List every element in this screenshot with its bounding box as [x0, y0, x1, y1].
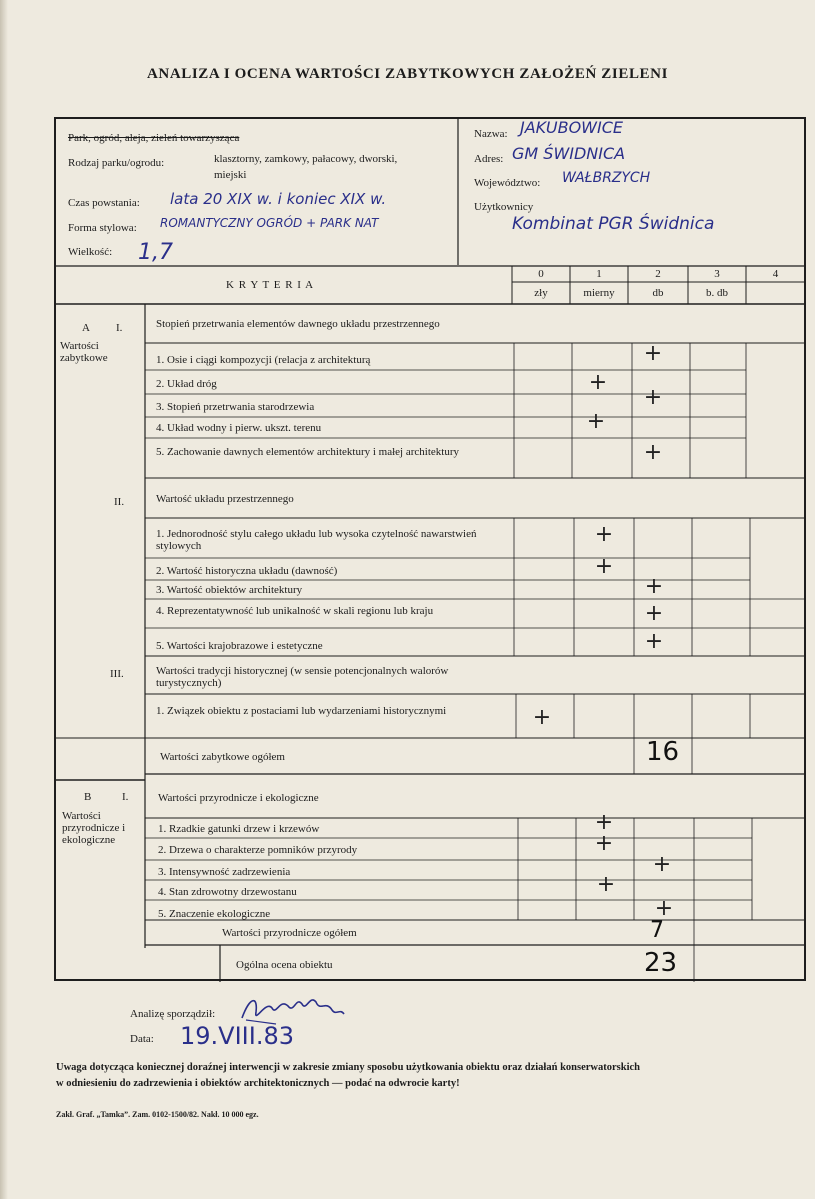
przyrodnicze-total-value: 7 [650, 918, 664, 943]
section-a-roman: I. [116, 322, 123, 334]
section-a-name: Wartości zabytkowe [60, 340, 108, 364]
przyrodnicze-total-label: Wartości przyrodnicze ogółem [222, 927, 357, 939]
form-title: ANALIZA I OCENA WARTOŚCI ZABYTKOWYCH ZAŁOŻEŃ ZIELENI [146, 66, 669, 82]
group3-roman: III. [110, 668, 124, 680]
uzytkownicy-label: Użytkownicy [474, 201, 534, 213]
group1-item-5-mark: + [643, 440, 663, 465]
czas-value: lata 20 XIX w. i koniec XIX w. [170, 190, 387, 208]
group2-item-1: 1. Jednorodność stylu całego układu lub wysoka czytelność nawarstwień stylowych [156, 528, 477, 552]
uzytkownicy-value: Kombinat PGR Świdnica [512, 214, 715, 234]
nazwa-label: Nazwa: [474, 128, 508, 140]
rodzaj-label: Rodzaj parku/ogrodu: [68, 157, 165, 169]
group2-item-2-mark: + [594, 554, 614, 579]
group3-item-1: 1. Związek obiektu z postaciami lub wydarzeniami historycznymi [156, 705, 447, 717]
group2-item-3: 3. Wartość obiektów architektury [156, 584, 303, 596]
score-name-1: mierny [583, 287, 615, 299]
score-name-2: db [652, 287, 664, 299]
wielkosc-value: 1,7 [138, 240, 173, 265]
b-item-4: 4. Stan zdrowotny drzewostanu [158, 886, 297, 898]
section-b-roman: I. [122, 791, 129, 803]
nazwa-value: JAKUBOWICE [520, 118, 623, 137]
b-item-3-mark: + [652, 852, 672, 877]
forma-value: ROMANTYCZNY OGRÓD + PARK NAT [160, 216, 379, 230]
wielkosc-label: Wielkość: [68, 246, 113, 258]
section-b-heading: Wartości przyrodnicze i ekologiczne [158, 792, 319, 804]
score-name-0: zły [534, 287, 548, 299]
group1-item-1-mark: + [643, 341, 663, 366]
b-item-3: 3. Intensywność zadrzewienia [158, 866, 291, 878]
b-item-4-mark: + [596, 872, 616, 897]
zabytkowe-total-value: 16 [646, 737, 680, 767]
group2-item-4: 4. Reprezentatywność lub unikalność w skali regionu lub kraju [156, 605, 434, 617]
group1-item-2: 2. Układ dróg [156, 378, 217, 390]
zabytkowe-total-label: Wartości zabytkowe ogółem [160, 751, 285, 763]
group2-heading: Wartość układu przestrzennego [156, 493, 294, 505]
group1-item-5: 5. Zachowanie dawnych elementów architektury i małej architektury [156, 446, 459, 458]
group1-item-1: 1. Osie i ciągi kompozycji (relacja z architekturą [156, 354, 371, 366]
adres-value: GM ŚWIDNICA [512, 144, 626, 163]
group2-item-5: 5. Wartości krajobrazowe i estetyczne [156, 640, 323, 652]
analiza-label: Analizę sporządził: [130, 1008, 216, 1020]
data-value: 19.VIII.83 [180, 1022, 294, 1050]
wojewodztwo-label: Województwo: [474, 177, 541, 189]
score-3: 3 [714, 268, 720, 280]
group3-heading: Wartości tradycji historycznej (w sensie potencjonalnych walorów turystycznych) [156, 665, 449, 689]
ogolna-ocena-label: Ogólna ocena obiektu [236, 959, 333, 971]
group1-item-4-mark: + [586, 409, 606, 434]
b-item-2-mark: + [594, 831, 614, 856]
data-label: Data: [130, 1033, 154, 1045]
park-label: Park, ogród, aleja, zieleń towarzysząca [68, 132, 240, 144]
score-1: 1 [596, 268, 602, 280]
group1-heading: Stopień przetrwania elementów dawnego układu przestrzennego [156, 318, 440, 330]
uwaga-line-2: w odniesieniu do zadrzewienia i obiektów architektonicznych — podać na odwrocie karty! [56, 1078, 460, 1089]
group2-item-1-mark: + [594, 522, 614, 547]
rodzaj-options-2: miejski [214, 169, 247, 181]
print-info: Zakł. Graf. „Tamka”. Zam. 0102-1500/82. Nakł. 10 000 egz. [56, 1110, 259, 1119]
score-0: 0 [538, 268, 544, 280]
ogolna-ocena-value: 23 [644, 948, 678, 978]
group2-item-5-mark: + [644, 629, 664, 654]
group2-item-4-mark: + [644, 601, 664, 626]
b-item-5-mark: + [654, 896, 674, 921]
b-item-1-mark: + [594, 810, 614, 835]
b-item-1: 1. Rzadkie gatunki drzew i krzewów [158, 823, 320, 835]
b-item-5: 5. Znaczenie ekologiczne [158, 908, 271, 920]
section-a-letter: A [82, 322, 90, 334]
wojewodztwo-value: WAŁBRZYCH [562, 170, 651, 186]
group1-item-2-mark: + [588, 370, 608, 395]
forma-label: Forma stylowa: [68, 222, 137, 234]
group1-item-3: 3. Stopień przetrwania starodrzewia [156, 401, 315, 413]
kryteria-label: K R Y T E R I A [226, 279, 315, 291]
group3-item-1-mark: + [532, 705, 552, 730]
section-b-name: Wartości przyrodnicze i ekologiczne [62, 810, 126, 846]
rodzaj-options: klasztorny, zamkowy, pałacowy, dworski, [214, 153, 398, 165]
uwaga-line-1: Uwaga dotycząca koniecznej doraźnej interwencji w zakresie zmiany sposobu użytkowania obiektu oraz działań konserwatorskich [56, 1062, 640, 1073]
group2-roman: II. [114, 496, 125, 508]
section-b-letter: B [84, 791, 92, 803]
group2-item-2: 2. Wartość historyczna układu (dawność) [156, 565, 338, 577]
adres-label: Adres: [474, 153, 504, 165]
group1-item-4: 4. Układ wodny i pierw. ukszt. terenu [156, 422, 322, 434]
score-2: 2 [655, 268, 661, 280]
group2-item-3-mark: + [644, 574, 664, 599]
b-item-2: 2. Drzewa o charakterze pomników przyrody [158, 844, 358, 856]
group1-item-3-mark: + [643, 385, 663, 410]
czas-label: Czas powstania: [68, 197, 140, 209]
score-name-3: b. db [706, 287, 728, 299]
score-4: 4 [772, 268, 779, 280]
